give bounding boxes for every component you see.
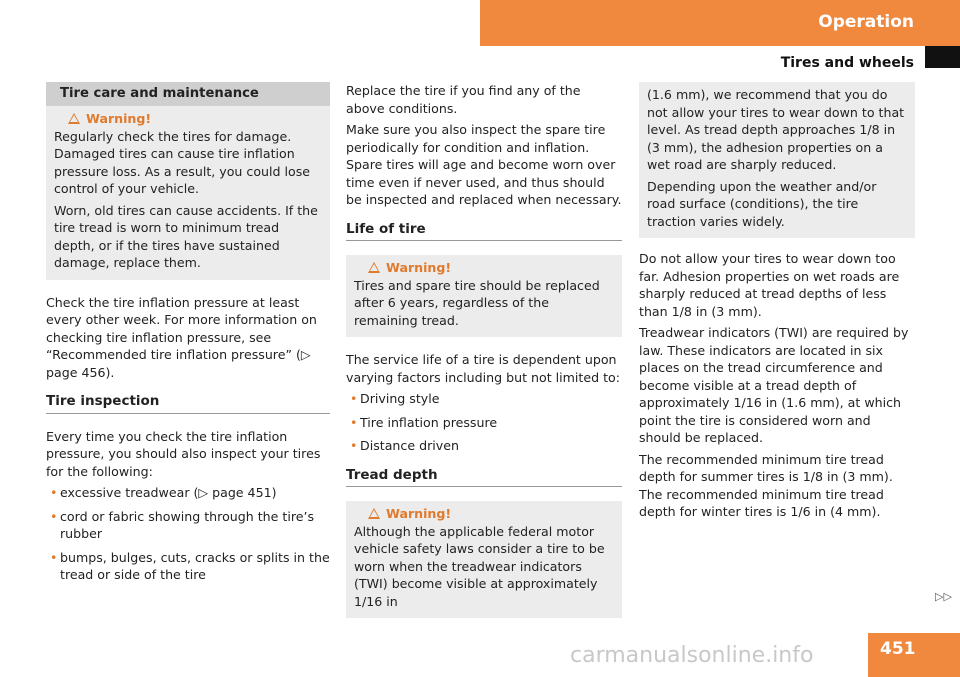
warning-label: Warning! xyxy=(386,260,452,275)
paragraph: Check the tire inflation pressure at least every other week. For more information on checking tire inflation pressure, see “Recommended tire inflation pressure” (▷ page 456). xyxy=(46,294,317,380)
column-2 xyxy=(346,82,622,618)
bullet-list xyxy=(46,484,330,584)
column-1 xyxy=(46,82,330,590)
list-item: • bumps, bulges, cuts, cracks or splits in the tread or side of the tire xyxy=(46,549,330,584)
header-band xyxy=(480,0,960,46)
paragraph: The service life of a tire is dependent upon varying factors including but not limited to: xyxy=(346,352,620,385)
section-title: Operation xyxy=(818,12,914,32)
warning-icon xyxy=(368,508,380,519)
warning-text: (1.6 mm), we recommend that you do not allow your tires to wear down to that level. As tread depth approaches 1/8 in (3 mm), the adhesion properties on a wet road are sharply reduced. xyxy=(647,87,905,172)
list-item: • excessive treadwear (▷ page 451) xyxy=(46,484,330,502)
warning-text: Depending upon the weather and/or road surface (conditions), the tire traction varies widely. xyxy=(647,178,877,229)
warning-icon xyxy=(368,262,380,273)
warning-box xyxy=(346,501,622,618)
warning-box xyxy=(346,255,622,337)
warning-text: Although the applicable federal motor vehicle safety laws consider a tire to be worn when the treadwear indicators (TWI) become visible at approximately 1/16 in xyxy=(354,523,605,609)
paragraph: Make sure you also inspect the spare tire periodically for condition and inflation. Spare tires will age and become worn over time even if never used, and thus should be inspected and replaced when necessary. xyxy=(346,122,622,207)
warning-box-continued xyxy=(639,82,915,238)
list-item: • Distance driven xyxy=(346,437,622,455)
warning-heading xyxy=(368,505,614,523)
warning-label: Warning! xyxy=(386,506,452,521)
subsection-title: Tires and wheels xyxy=(780,55,914,71)
paragraph: The recommended minimum tire tread depth for summer tires is 1/8 in (3 mm). The recommended minimum tire tread depth for winter tires is 1/6 in (4 mm). xyxy=(639,451,893,519)
warning-label: Warning! xyxy=(86,111,152,126)
paragraph: Every time you check the tire inflation pressure, you should also inspect your tires for the following: xyxy=(46,428,321,479)
warning-text: Tires and spare tire should be replaced after 6 years, regardless of the remaining tread. xyxy=(354,277,600,328)
warning-text: Worn, old tires can cause accidents. If the tire tread is worn to minimum tread depth, or if the tires have sustained damage, replace them. xyxy=(54,202,318,270)
heading-tire-inspection: Tire inspection xyxy=(46,393,330,414)
warning-icon xyxy=(68,113,80,124)
warning-heading xyxy=(68,110,322,128)
header-marker xyxy=(925,46,960,68)
watermark: carmanualsonline.info xyxy=(570,643,814,668)
list-item: • Driving style xyxy=(346,390,622,408)
page-number-box xyxy=(868,633,960,677)
continue-arrow-icon: ▷▷ xyxy=(935,590,952,603)
column-3 xyxy=(639,82,915,525)
paragraph: Replace the tire if you find any of the above conditions. xyxy=(346,83,581,116)
heading-life-of-tire: Life of tire xyxy=(346,221,622,242)
warning-box xyxy=(46,106,330,280)
list-item: • cord or fabric showing through the tire’s rubber xyxy=(46,508,330,543)
paragraph: Treadwear indicators (TWI) are required by law. These indicators are located in six places on the tread circumference and become visible at a tread depth of approximately 1/16 in (1.6 mm), at which point the tire is considered worn and should be replaced. xyxy=(639,325,909,445)
section-heading: Tire care and maintenance xyxy=(46,82,330,106)
warning-text: Regularly check the tires for damage. Damaged tires can cause tire inflation pressure loss. As a result, you could lose control of your vehicle. xyxy=(54,128,311,196)
list-item: • Tire inflation pressure xyxy=(346,414,622,432)
bullet-list xyxy=(346,390,622,455)
paragraph: Do not allow your tires to wear down too far. Adhesion properties on wet roads are sharply reduced at tread depths of less than 1/8 in (3 mm). xyxy=(639,251,900,319)
warning-heading xyxy=(368,259,614,277)
page-number: 451 xyxy=(880,639,916,659)
heading-tread-depth: Tread depth xyxy=(346,467,622,488)
